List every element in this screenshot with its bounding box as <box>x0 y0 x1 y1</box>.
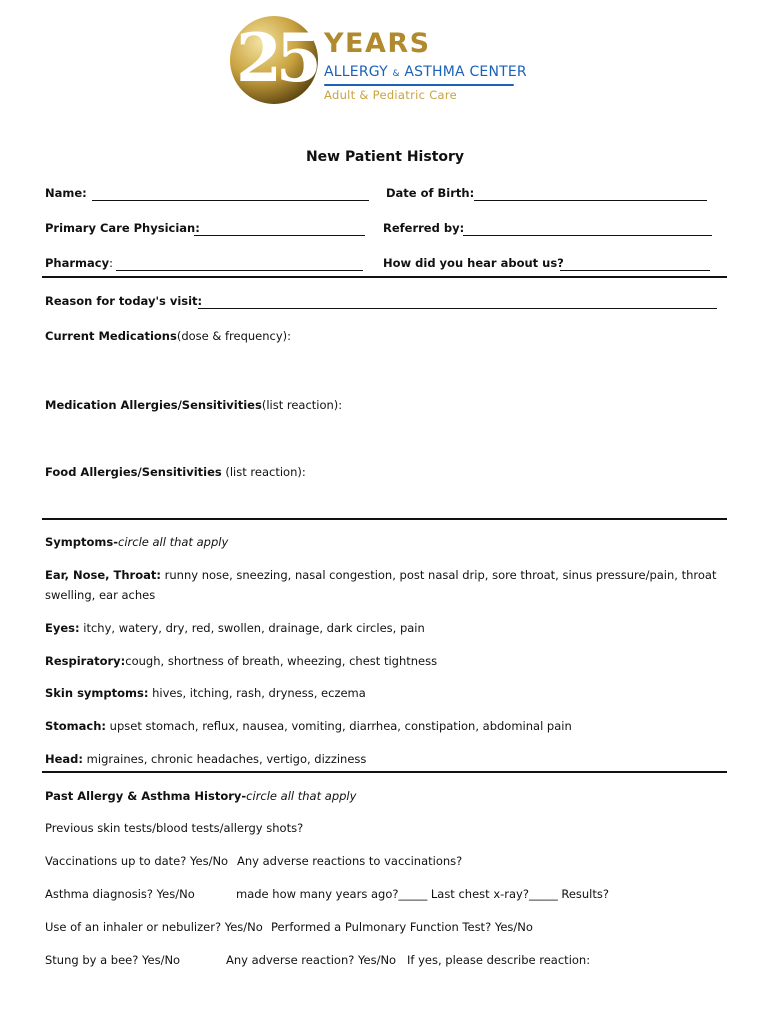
pcp-field[interactable] <box>194 235 365 236</box>
food-allergies-label: Food Allergies/Sensitivities (list reaction): <box>45 465 306 479</box>
symptoms-heading: Symptoms-circle all that apply <box>45 535 229 549</box>
eyes-symptoms: Eyes: itchy, watery, dry, red, swollen, drainage, dark circles, pain <box>45 621 425 635</box>
logo-tagline: Adult & Pediatric Care <box>324 88 458 102</box>
question-vaccination-reactions: Any adverse reactions to vaccinations? <box>237 854 463 868</box>
name-field[interactable] <box>92 200 369 201</box>
dob-label: Date of Birth: <box>386 186 475 200</box>
section-divider <box>42 771 727 773</box>
head-symptoms: Head: migraines, chronic headaches, vertigo, dizziness <box>45 752 367 766</box>
logo-number: 25 <box>236 19 316 97</box>
question-bee-sting: Stung by a bee? Yes/No <box>45 953 181 967</box>
stomach-symptoms: Stomach: upset stomach, reflux, nausea, vomiting, diarrhea, constipation, abdominal pain <box>45 719 572 733</box>
form-title: New Patient History <box>305 149 465 165</box>
pharmacy-field[interactable] <box>116 270 363 271</box>
current-medications-label: Current Medications(dose & frequency): <box>45 329 292 343</box>
history-heading: Past Allergy & Asthma History-circle all that apply <box>45 789 357 803</box>
question-inhaler: Use of an inhaler or nebulizer? Yes/No <box>45 920 263 934</box>
section-divider <box>42 276 727 278</box>
hear-about-field[interactable] <box>560 270 710 271</box>
question-pft: Performed a Pulmonary Function Test? Yes/No <box>271 920 533 934</box>
referred-field[interactable] <box>463 235 712 236</box>
logo-swoosh <box>324 84 514 86</box>
question-asthma-diagnosis: Asthma diagnosis? Yes/No <box>45 887 195 901</box>
name-label: Name: <box>45 186 87 200</box>
ent-symptoms-continued: swelling, ear aches <box>45 588 156 602</box>
referred-label: Referred by: <box>383 221 465 235</box>
hear-about-label: How did you hear about us? <box>383 256 564 270</box>
medication-allergies-label: Medication Allergies/Sensitivities(list reaction): <box>45 398 343 412</box>
pharmacy-label: Pharmacy: <box>45 256 113 270</box>
respiratory-symptoms: Respiratory:cough, shortness of breath, wheezing, chest tightness <box>45 654 438 668</box>
question-bee-reaction: Any adverse reaction? Yes/No <box>226 953 397 967</box>
ent-symptoms: Ear, Nose, Throat: runny nose, sneezing, nasal congestion, post nasal drip, sore throat, sinus pressure/pain, throat <box>45 568 717 582</box>
question-asthma-details: made how many years ago?_____ Last chest x-ray?_____ Results? <box>236 887 609 901</box>
question-previous-tests: Previous skin tests/blood tests/allergy shots? <box>45 821 304 835</box>
reason-field[interactable] <box>198 308 717 309</box>
clinic-logo <box>228 14 527 106</box>
question-bee-describe: If yes, please describe reaction: <box>407 953 591 967</box>
pcp-label: Primary Care Physician: <box>45 221 200 235</box>
skin-symptoms: Skin symptoms: hives, itching, rash, dryness, eczema <box>45 686 366 700</box>
dob-field[interactable] <box>474 200 707 201</box>
logo-center-name: ALLERGY & ASTHMA CENTER <box>324 64 527 80</box>
logo-years: YEARS <box>324 28 431 59</box>
question-vaccinations: Vaccinations up to date? Yes/No <box>45 854 229 868</box>
reason-label: Reason for today's visit: <box>45 294 203 308</box>
section-divider <box>42 518 727 520</box>
